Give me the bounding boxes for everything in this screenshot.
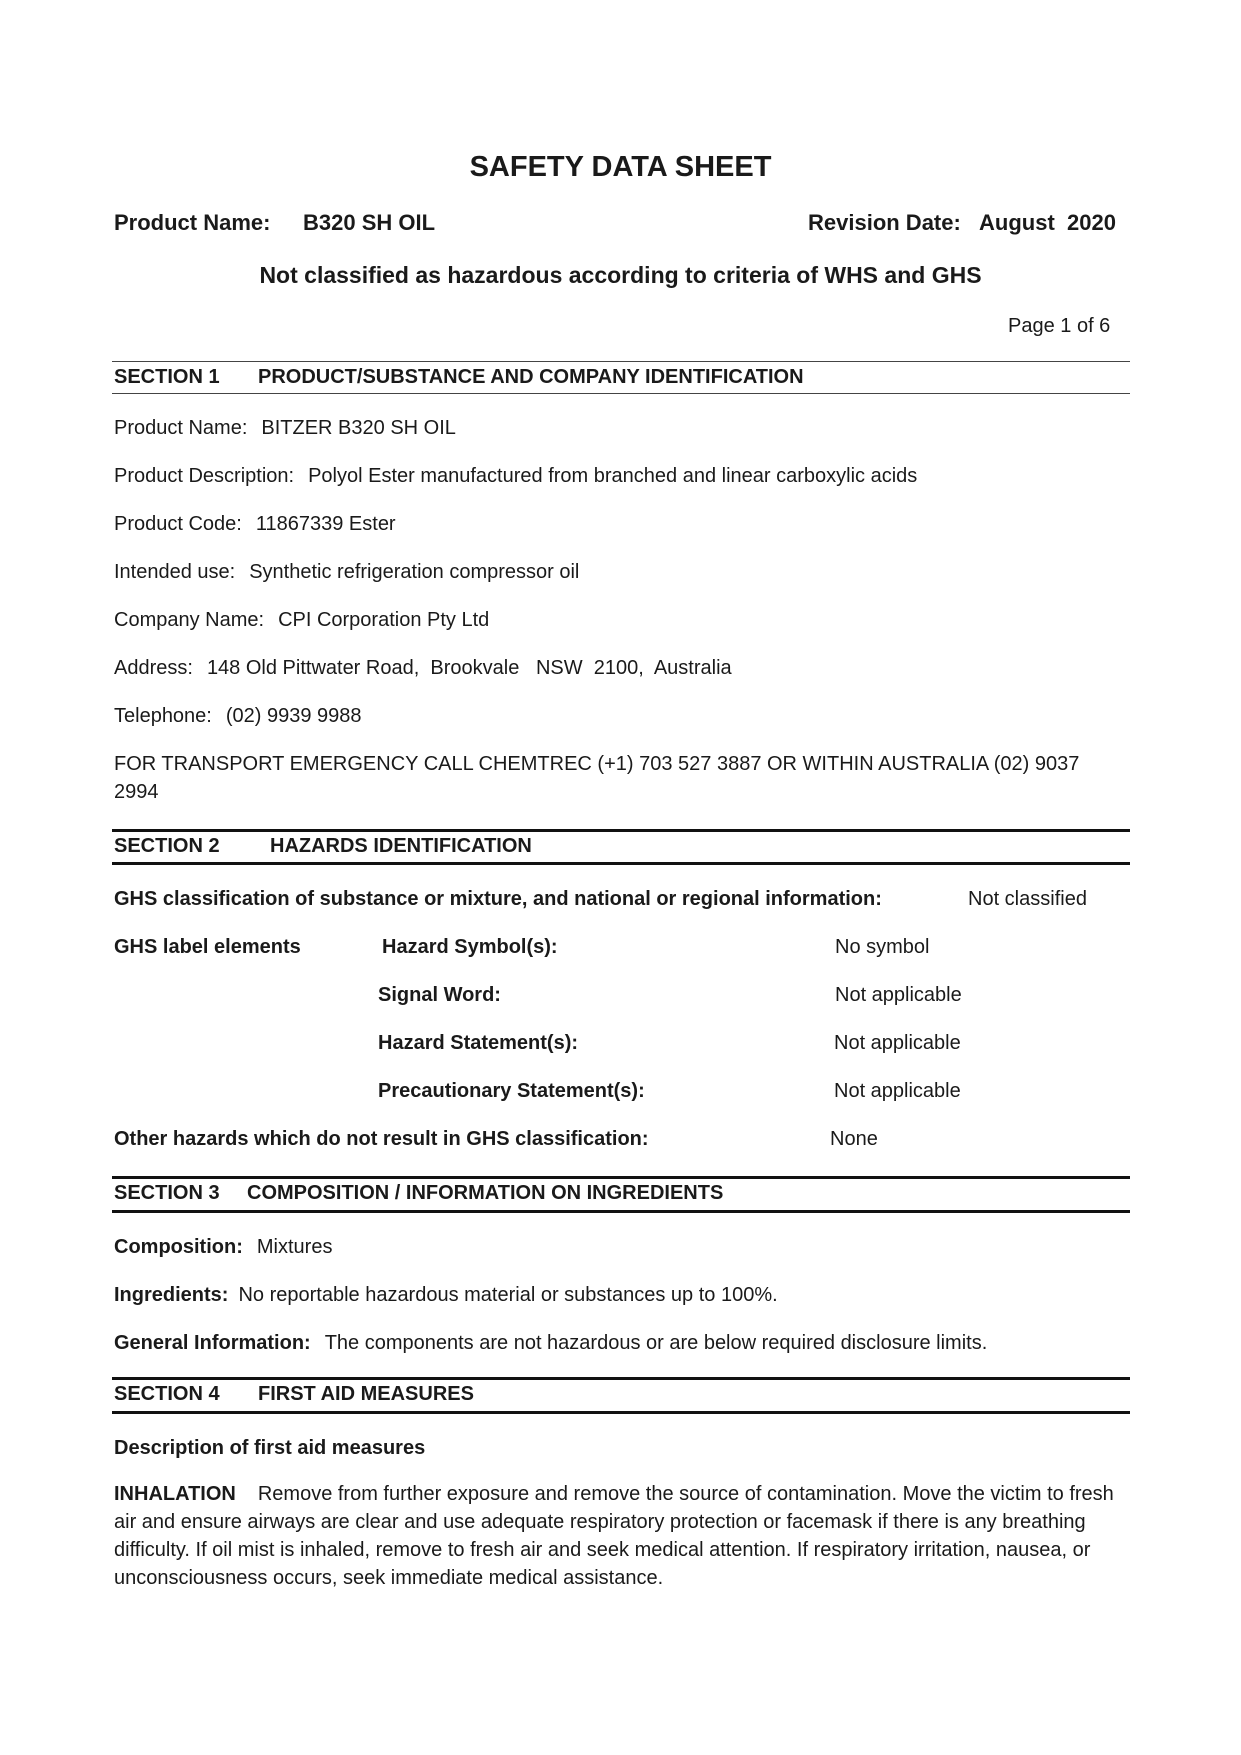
field-product-code xyxy=(114,512,396,536)
field-label: Product Description: xyxy=(114,465,295,487)
precautionary-statement-label: Precautionary Statement(s): xyxy=(378,1080,645,1102)
section1-bottom-rule xyxy=(112,393,1130,394)
ghs-classification-label: GHS classification of substance or mixture, and national or regional information: xyxy=(114,888,882,910)
other-hazards-value: None xyxy=(830,1128,878,1150)
ghs-classification-value: Not classified xyxy=(968,888,1087,910)
revision-date-label: Revision Date: xyxy=(808,210,961,235)
precautionary-statement-value: Not applicable xyxy=(834,1080,961,1102)
field-intended-use xyxy=(114,560,579,584)
field-composition xyxy=(114,1235,332,1259)
section4-number: SECTION 4 xyxy=(114,1383,220,1405)
field-label: Composition: xyxy=(114,1236,243,1258)
field-address xyxy=(114,656,732,680)
section1-top-rule xyxy=(112,361,1130,362)
section4-top-rule xyxy=(112,1377,1130,1380)
section2-number: SECTION 2 xyxy=(114,835,220,857)
field-label: Product Code: xyxy=(114,513,242,535)
first-aid-subheading: Description of first aid measures xyxy=(114,1437,426,1459)
field-label: Product Name: xyxy=(114,417,248,439)
section3-title: COMPOSITION / INFORMATION ON INGREDIENTS xyxy=(247,1182,724,1204)
section3-number: SECTION 3 xyxy=(114,1182,220,1204)
field-value: Mixtures xyxy=(256,1236,333,1258)
page-indicator: Page 1 of 6 xyxy=(1008,315,1111,337)
field-label: Ingredients: xyxy=(114,1284,229,1306)
field-value: (02) 9939 9988 xyxy=(225,705,362,727)
field-product-description xyxy=(114,464,917,488)
field-label: Company Name: xyxy=(114,609,265,631)
section2-bottom-rule xyxy=(112,862,1130,865)
field-company-name xyxy=(114,608,489,632)
hazard-symbol-label: Hazard Symbol(s): xyxy=(382,936,558,958)
section2-title: HAZARDS IDENTIFICATION xyxy=(270,835,532,857)
inhalation-label: INHALATION xyxy=(114,1483,236,1505)
hazard-symbol-value: No symbol xyxy=(835,936,930,958)
emergency-contact: FOR TRANSPORT EMERGENCY CALL CHEMTREC (+1) 703 527 3887 OR WITHIN AUSTRALIA (02) 9037 2994 xyxy=(114,753,1080,803)
signal-word-value: Not applicable xyxy=(835,984,962,1006)
section4-bottom-rule xyxy=(112,1411,1130,1414)
field-value: No reportable hazardous material or substances up to 100%. xyxy=(238,1284,778,1306)
field-value: CPI Corporation Pty Ltd xyxy=(278,609,490,631)
section3-bottom-rule xyxy=(112,1210,1130,1213)
section2-top-rule xyxy=(112,829,1130,832)
field-label: Telephone: xyxy=(114,705,212,727)
classification-note: Not classified as hazardous according to criteria of WHS and GHS xyxy=(259,262,982,288)
field-label: General Information: xyxy=(114,1332,311,1354)
product-name-value: B320 SH OIL xyxy=(303,210,436,235)
field-value: 11867339 Ester xyxy=(255,513,396,535)
inhalation-paragraph xyxy=(114,1480,1124,1592)
signal-word-label: Signal Word: xyxy=(378,984,501,1006)
field-general-information xyxy=(114,1331,987,1355)
field-label: Intended use: xyxy=(114,561,236,583)
section1-number: SECTION 1 xyxy=(114,366,220,388)
field-label: Address: xyxy=(114,657,193,679)
field-telephone xyxy=(114,704,362,728)
section3-top-rule xyxy=(112,1176,1130,1179)
field-value: The components are not hazardous or are below required disclosure limits. xyxy=(324,1332,988,1354)
product-name-label: Product Name: xyxy=(114,210,271,235)
other-hazards-label: Other hazards which do not result in GHS classification: xyxy=(114,1128,649,1150)
field-value: BITZER B320 SH OIL xyxy=(261,417,456,439)
field-ingredients xyxy=(114,1283,778,1307)
field-value: Polyol Ester manufactured from branched and linear carboxylic acids xyxy=(308,465,918,487)
revision-date-value: August 2020 xyxy=(979,210,1116,235)
field-product-name xyxy=(114,416,456,440)
section4-title: FIRST AID MEASURES xyxy=(258,1383,474,1405)
hazard-statement-label: Hazard Statement(s): xyxy=(378,1032,579,1054)
ghs-label-elements: GHS label elements xyxy=(114,936,301,958)
inhalation-text: Remove from further exposure and remove the source of contamination. Move the victim to fresh air and ensure airways are clear and use adequate respiratory protection or facemask if there is any breathing difficulty. If oil mist is inhaled, remove to fresh air and seek medical attention. If respiratory irritation, nausea, or unconsciousness occurs, seek immediate medical assistance. xyxy=(114,1483,1114,1589)
document-title: SAFETY DATA SHEET xyxy=(469,151,772,183)
section1-title: PRODUCT/SUBSTANCE AND COMPANY IDENTIFICATION xyxy=(258,366,804,388)
field-value: Synthetic refrigeration compressor oil xyxy=(249,561,580,583)
field-value: 148 Old Pittwater Road, Brookvale NSW 2100, Australia xyxy=(206,657,732,679)
hazard-statement-value: Not applicable xyxy=(834,1032,961,1054)
